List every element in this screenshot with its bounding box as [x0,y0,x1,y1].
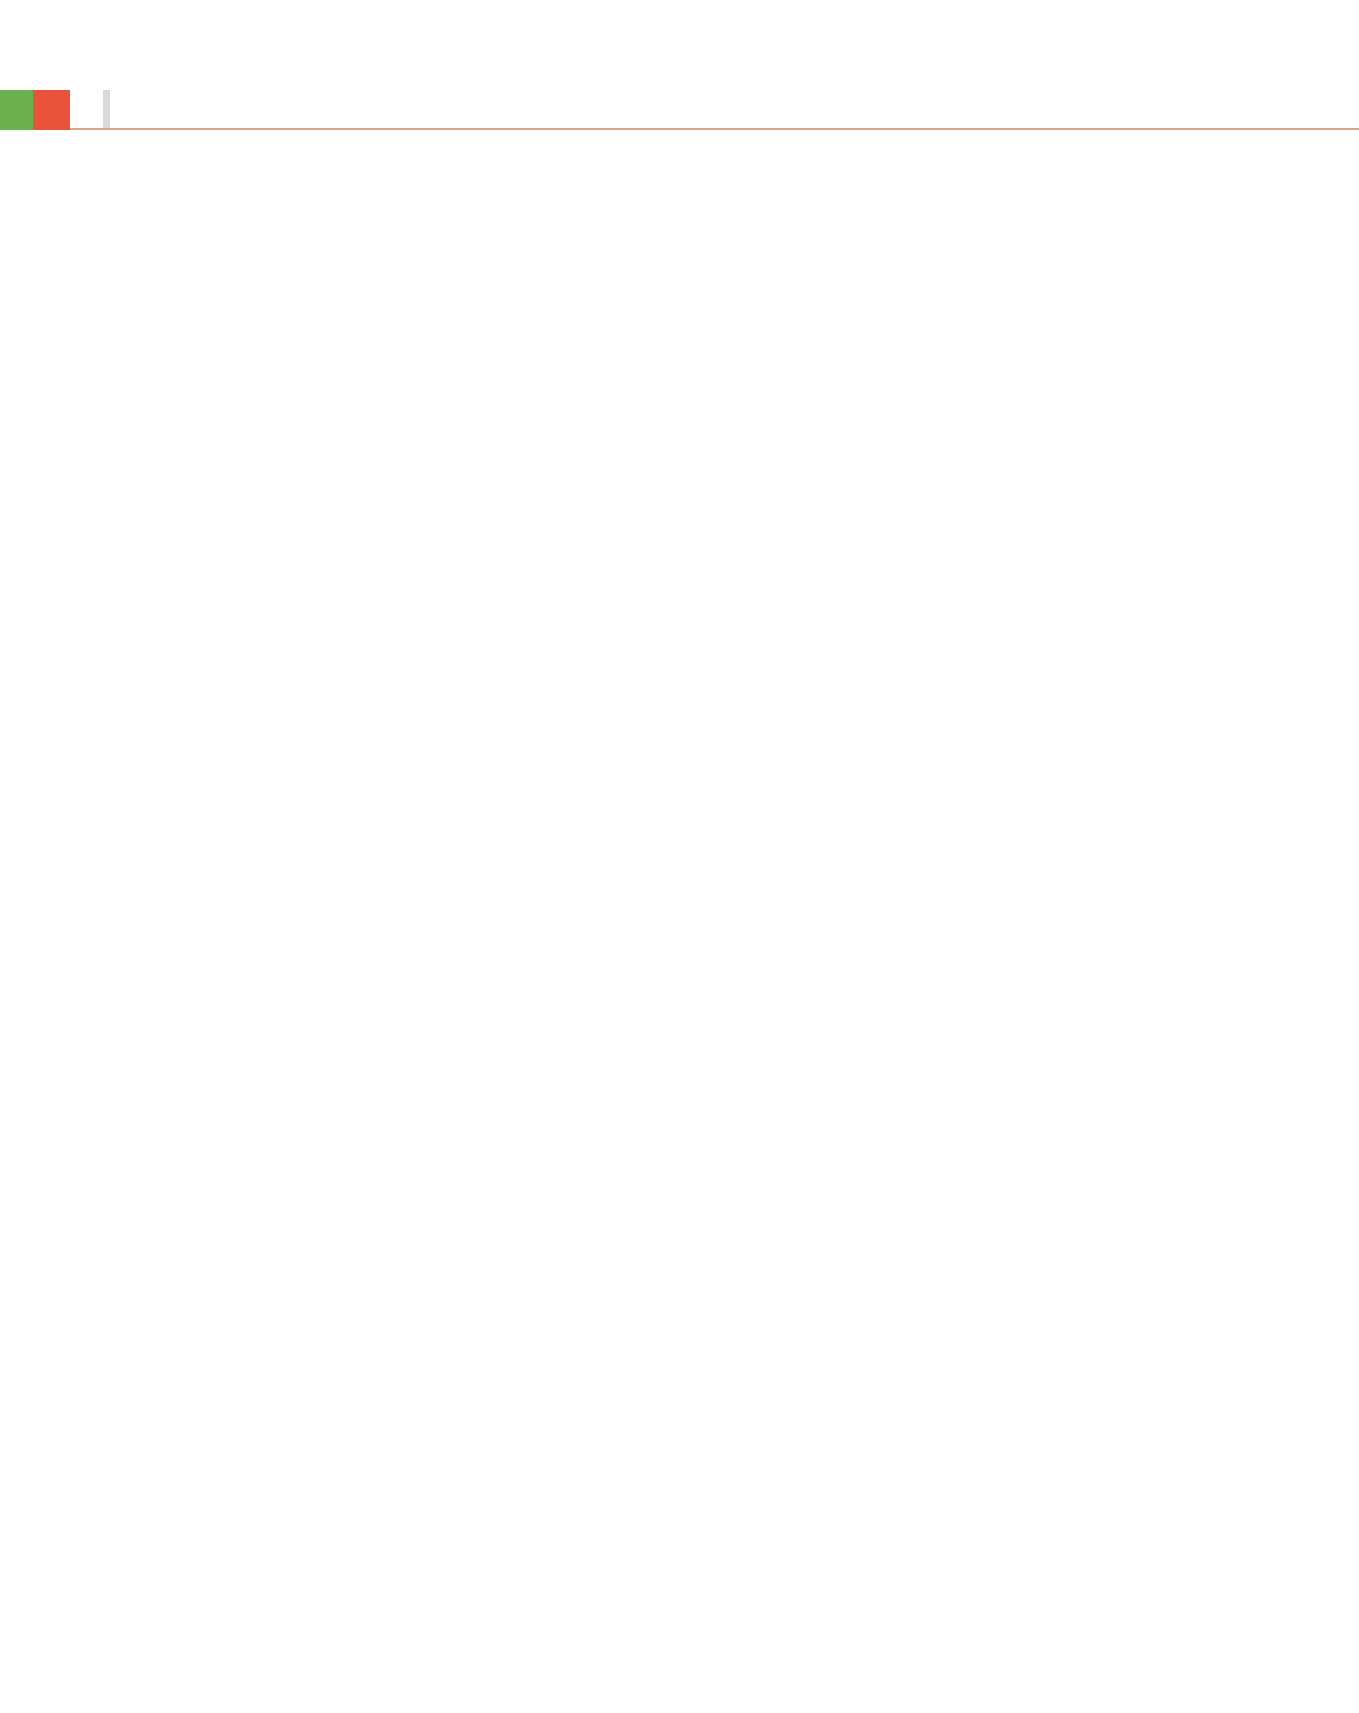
red-accent-block [33,90,70,130]
page-header [0,0,1359,140]
paragraph [110,292,710,321]
right-column [760,292,1359,1552]
paragraph [110,405,710,434]
article-body [110,292,1359,1552]
paragraph [110,631,710,660]
paragraph [110,349,710,378]
paragraph [760,292,1359,321]
left-column [110,292,710,1552]
paragraph [760,518,1359,547]
paragraph [760,405,1359,434]
header-rule [70,128,1359,130]
paragraph [110,518,710,547]
paragraph [760,462,1359,491]
paragraph [760,349,1359,378]
grey-accent-bar [103,90,110,130]
paragraph [110,575,710,604]
paragraph [110,462,710,491]
green-accent-block [0,90,33,130]
